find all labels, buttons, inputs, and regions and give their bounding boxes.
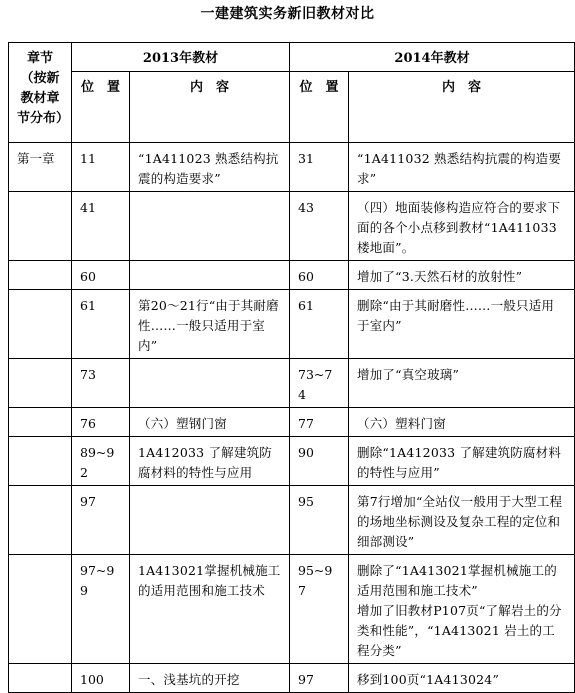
position-2014-cell: 31 — [290, 143, 349, 192]
document-title: 一建建筑实务新旧教材对比 — [200, 6, 375, 22]
chapter-header: 章节（按新教材章节分布） — [9, 43, 72, 143]
table-row — [9, 664, 575, 693]
content-2014-cell: （四）地面装修构造应符合的要求下面的各个小点移到教材“1A411033楼地面”。 — [349, 192, 575, 261]
content-2013-cell: 1A413021掌握机械施工的适用范围和施工技术 — [130, 555, 290, 664]
position-2013-cell: 100 — [72, 664, 130, 693]
content-2014-cell: 删除“1A412033 了解建筑防腐材料的特性与应用” — [349, 437, 575, 486]
content-2013-cell — [130, 486, 290, 555]
content-2014-cell — [349, 555, 575, 664]
content-2014-cell: 增加了“3.天然石材的放射性” — [349, 261, 575, 290]
chapter-cell — [9, 437, 72, 486]
position-2014-cell: 95~97 — [290, 555, 349, 664]
table-row — [9, 143, 575, 192]
position-2013-cell: 89~92 — [72, 437, 130, 486]
table-row — [9, 486, 575, 555]
year-2013-header: 2013年教材 — [72, 43, 290, 72]
table-row — [9, 261, 575, 290]
chapter-cell — [9, 192, 72, 261]
content-2014-cell: 第7行增加“全站仪一般用于大型工程的场地坐标测设及复杂工程的定位和细部测设” — [349, 486, 575, 555]
content-2014-cell: （六）塑料门窗 — [349, 408, 575, 437]
content-2013-cell: 一、浅基坑的开挖 — [130, 664, 290, 693]
position-2013-cell: 60 — [72, 261, 130, 290]
table-row — [9, 408, 575, 437]
content-2014-cell: 移到100页“1A413024” — [349, 664, 575, 693]
header-row-years — [9, 43, 575, 72]
content-2013-cell — [130, 261, 290, 290]
chapter-cell — [9, 664, 72, 693]
chapter-cell — [9, 408, 72, 437]
position-2014-cell: 43 — [290, 192, 349, 261]
position-2014-cell: 61 — [290, 290, 349, 359]
position-2014-cell: 77 — [290, 408, 349, 437]
content-2014-header: 内 容 — [349, 72, 575, 143]
position-2013-cell: 97~99 — [72, 555, 130, 664]
position-2014-cell: 60 — [290, 261, 349, 290]
content-2014-cell: 增加了“真空玻璃” — [349, 359, 575, 408]
position-2014-cell: 95 — [290, 486, 349, 555]
table-row — [9, 290, 575, 359]
position-2013-cell: 41 — [72, 192, 130, 261]
position-2014-header: 位 置 — [290, 72, 349, 143]
content-2014-cell: 删除“由于其耐磨性……一般只适用于室内” — [349, 290, 575, 359]
position-2013-cell: 73 — [72, 359, 130, 408]
chapter-cell — [9, 261, 72, 290]
content-2013-cell — [130, 359, 290, 408]
content-2013-cell — [130, 192, 290, 261]
chapter-cell — [9, 359, 72, 408]
chapter-cell — [9, 290, 72, 359]
position-2014-cell: 90 — [290, 437, 349, 486]
content-2014-line: 删除了“1A413021掌握机械施工的适用范围和施工技术” — [357, 563, 557, 598]
content-2013-cell: （六）塑钢门窗 — [130, 408, 290, 437]
content-2013-cell: “1A411023 熟悉结构抗震的构造要求” — [130, 143, 290, 192]
chapter-cell — [9, 555, 72, 664]
content-2014-line: 增加了旧教材P107页“了解岩土的分类和性能”，“1A413021 岩土的工程分类” — [357, 603, 562, 658]
position-2013-cell: 76 — [72, 408, 130, 437]
position-2014-cell: 97 — [290, 664, 349, 693]
table-row — [9, 359, 575, 408]
content-2014-cell: “1A411032 熟悉结构抗震的构造要求” — [349, 143, 575, 192]
chapter-cell: 第一章 — [9, 143, 72, 192]
year-2014-header: 2014年教材 — [290, 43, 575, 72]
table-row — [9, 437, 575, 486]
position-2013-header: 位 置 — [72, 72, 130, 143]
content-2013-header: 内 容 — [130, 72, 290, 143]
table-row — [9, 192, 575, 261]
position-2014-cell: 73~74 — [290, 359, 349, 408]
position-2013-cell: 11 — [72, 143, 130, 192]
content-2013-cell: 1A412033 了解建筑防腐材料的特性与应用 — [130, 437, 290, 486]
chapter-cell — [9, 486, 72, 555]
table-row — [9, 555, 575, 664]
position-2013-cell: 97 — [72, 486, 130, 555]
position-2013-cell: 61 — [72, 290, 130, 359]
header-row-sub — [9, 72, 575, 143]
comparison-table — [8, 42, 575, 693]
content-2013-cell: 第20～21行“由于其耐磨性……一般只适用于室内” — [130, 290, 290, 359]
